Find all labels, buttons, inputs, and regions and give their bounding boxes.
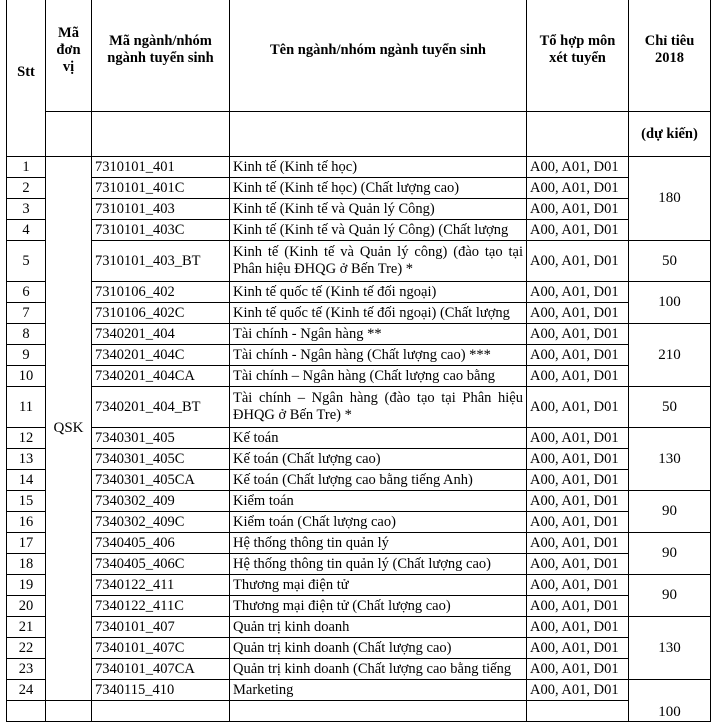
row-code: 7310106_402C bbox=[92, 303, 230, 324]
header-combo-blank bbox=[527, 112, 629, 157]
row-stt: 7 bbox=[7, 303, 46, 324]
quota-cell: 180 bbox=[629, 157, 711, 241]
row-code: 7340201_404 bbox=[92, 324, 230, 345]
row-code: 7340302_409C bbox=[92, 512, 230, 533]
row-name: Hệ thống thông tin quản lý bbox=[230, 533, 527, 554]
row-code: 7340115_410 bbox=[92, 680, 230, 701]
row-name: Thương mại điện tử bbox=[230, 575, 527, 596]
table-row bbox=[7, 554, 711, 575]
table-row bbox=[7, 428, 711, 449]
row-stt: 21 bbox=[7, 617, 46, 638]
header-code-blank bbox=[92, 112, 230, 157]
table-row bbox=[7, 366, 711, 387]
row-combo: A00, A01, D01 bbox=[527, 575, 629, 596]
row-combo: A00, A01, D01 bbox=[527, 638, 629, 659]
table-row bbox=[7, 241, 711, 282]
row-combo: A00, A01, D01 bbox=[527, 366, 629, 387]
row-combo: A00, A01, D01 bbox=[527, 428, 629, 449]
row-combo: A00, A01, D01 bbox=[527, 512, 629, 533]
row-stt: 14 bbox=[7, 470, 46, 491]
row-name: Kinh tế (Kinh tế và Quản lý công) (đào tạo tại Phân hiệu ĐHQG ở Bến Tre) * bbox=[230, 241, 527, 282]
row-combo: A00, A01, D01 bbox=[527, 533, 629, 554]
header-code: Mã ngành/nhóm ngành tuyển sinh bbox=[92, 0, 230, 112]
header-quota-note: (dự kiến) bbox=[629, 112, 711, 157]
row-stt: 8 bbox=[7, 324, 46, 345]
table-row bbox=[7, 449, 711, 470]
row-name: Tài chính – Ngân hàng (Chất lượng cao bằng bbox=[230, 366, 527, 387]
unit-code-cell: QSK bbox=[46, 157, 92, 701]
table-row bbox=[7, 345, 711, 366]
table-row bbox=[7, 220, 711, 241]
row-code: 7340201_404CA bbox=[92, 366, 230, 387]
header-name: Tên ngành/nhóm ngành tuyển sinh bbox=[230, 0, 527, 112]
table-row bbox=[7, 387, 711, 428]
row-stt: 10 bbox=[7, 366, 46, 387]
table-row bbox=[7, 680, 711, 701]
header-combo: Tổ hợp môn xét tuyển bbox=[527, 0, 629, 112]
header-subrow bbox=[7, 112, 711, 157]
row-code: 7340101_407C bbox=[92, 638, 230, 659]
row-name: Kinh tế (Kinh tế và Quản lý Công) (Chất lượng bbox=[230, 220, 527, 241]
row-combo: A00, A01, D01 bbox=[527, 241, 629, 282]
row-combo: A00, A01, D01 bbox=[527, 596, 629, 617]
row-stt: 23 bbox=[7, 659, 46, 680]
row-combo: A00, A01, D01 bbox=[527, 617, 629, 638]
row-code: 7340301_405 bbox=[92, 428, 230, 449]
header-name-blank bbox=[230, 112, 527, 157]
row-stt: 16 bbox=[7, 512, 46, 533]
table-row bbox=[7, 282, 711, 303]
table-row bbox=[7, 659, 711, 680]
row-code: 7310106_402 bbox=[92, 282, 230, 303]
row-combo: A00, A01, D01 bbox=[527, 282, 629, 303]
row-name: Kinh tế quốc tế (Kinh tế đối ngoại) (Chất lượng bbox=[230, 303, 527, 324]
row-name: Quản trị kinh doanh (Chất lượng cao bằng tiếng bbox=[230, 659, 527, 680]
row-stt: 18 bbox=[7, 554, 46, 575]
table-row bbox=[7, 199, 711, 220]
row-name: Hệ thống thông tin quản lý (Chất lượng cao) bbox=[230, 554, 527, 575]
row-name: Kinh tế quốc tế (Kinh tế đối ngoại) bbox=[230, 282, 527, 303]
row-combo: A00, A01, D01 bbox=[527, 449, 629, 470]
row-combo: A00, A01, D01 bbox=[527, 470, 629, 491]
quota-cell: 90 bbox=[629, 575, 711, 617]
row-name: Marketing bbox=[230, 680, 527, 701]
row-code: 7310101_401 bbox=[92, 157, 230, 178]
row-name: Kiểm toán (Chất lượng cao) bbox=[230, 512, 527, 533]
row-name: Kiểm toán bbox=[230, 491, 527, 512]
row-code: 7340122_411 bbox=[92, 575, 230, 596]
row-stt: 12 bbox=[7, 428, 46, 449]
header-stt: Stt bbox=[7, 0, 46, 157]
row-name: Kinh tế (Kinh tế học) bbox=[230, 157, 527, 178]
row-name: Kế toán bbox=[230, 428, 527, 449]
row-name: Kinh tế (Kinh tế và Quản lý Công) bbox=[230, 199, 527, 220]
table-row bbox=[7, 533, 711, 554]
table-row bbox=[7, 638, 711, 659]
row-code: 7340201_404_BT bbox=[92, 387, 230, 428]
table-row bbox=[7, 617, 711, 638]
row-name: Quản trị kinh doanh bbox=[230, 617, 527, 638]
table-row bbox=[7, 596, 711, 617]
quota-cell: 210 bbox=[629, 324, 711, 387]
row-name: Kế toán (Chất lượng cao bằng tiếng Anh) bbox=[230, 470, 527, 491]
table-row bbox=[7, 512, 711, 533]
quota-cell: 90 bbox=[629, 491, 711, 533]
row-combo: A00, A01, D01 bbox=[527, 345, 629, 366]
row-code: 7340122_411C bbox=[92, 596, 230, 617]
row-stt: 19 bbox=[7, 575, 46, 596]
row-code: 7340201_404C bbox=[92, 345, 230, 366]
row-code: 7340301_405CA bbox=[92, 470, 230, 491]
row-stt: 2 bbox=[7, 178, 46, 199]
row-combo: A00, A01, D01 bbox=[527, 554, 629, 575]
admissions-table bbox=[6, 0, 711, 722]
row-code: 7340301_405C bbox=[92, 449, 230, 470]
header-row bbox=[7, 0, 711, 112]
row-stt: 13 bbox=[7, 449, 46, 470]
quota-cell: 50 bbox=[629, 387, 711, 428]
row-code: 7310101_403C bbox=[92, 220, 230, 241]
row-combo: A00, A01, D01 bbox=[527, 387, 629, 428]
header-unit-blank bbox=[46, 112, 92, 157]
table-row bbox=[7, 575, 711, 596]
row-code: 7340405_406C bbox=[92, 554, 230, 575]
quota-cell: 100 bbox=[629, 680, 711, 722]
row-name: Tài chính - Ngân hàng ** bbox=[230, 324, 527, 345]
row-code: 7340101_407CA bbox=[92, 659, 230, 680]
row-name: Kinh tế (Kinh tế học) (Chất lượng cao) bbox=[230, 178, 527, 199]
row-code: 7310101_403_BT bbox=[92, 241, 230, 282]
table-row bbox=[7, 324, 711, 345]
row-stt: 20 bbox=[7, 596, 46, 617]
row-code: 7340101_407 bbox=[92, 617, 230, 638]
row-code: 7310101_403 bbox=[92, 199, 230, 220]
row-stt: 1 bbox=[7, 157, 46, 178]
row-combo: A00, A01, D01 bbox=[527, 178, 629, 199]
row-combo: A00, A01, D01 bbox=[527, 680, 629, 701]
row-stt: 22 bbox=[7, 638, 46, 659]
row-code: 7310101_401C bbox=[92, 178, 230, 199]
row-name: Kế toán (Chất lượng cao) bbox=[230, 449, 527, 470]
row-code: 7340302_409 bbox=[92, 491, 230, 512]
header-unit: Mã đơn vị bbox=[46, 0, 92, 112]
row-code: 7340405_406 bbox=[92, 533, 230, 554]
quota-cell: 130 bbox=[629, 617, 711, 680]
row-stt: 3 bbox=[7, 199, 46, 220]
row-stt: 15 bbox=[7, 491, 46, 512]
row-combo: A00, A01, D01 bbox=[527, 199, 629, 220]
quota-cell: 50 bbox=[629, 241, 711, 282]
table-row bbox=[7, 491, 711, 512]
table-row bbox=[7, 178, 711, 199]
row-combo: A00, A01, D01 bbox=[527, 303, 629, 324]
row-stt: 9 bbox=[7, 345, 46, 366]
row-name: Tài chính - Ngân hàng (Chất lượng cao) *** bbox=[230, 345, 527, 366]
row-name: Quản trị kinh doanh (Chất lượng cao) bbox=[230, 638, 527, 659]
row-stt: 5 bbox=[7, 241, 46, 282]
quota-cell: 130 bbox=[629, 428, 711, 491]
row-combo: A00, A01, D01 bbox=[527, 491, 629, 512]
row-combo: A00, A01, D01 bbox=[527, 659, 629, 680]
row-name: Thương mại điện tử (Chất lượng cao) bbox=[230, 596, 527, 617]
table-row bbox=[7, 303, 711, 324]
row-stt: 11 bbox=[7, 387, 46, 428]
row-combo: A00, A01, D01 bbox=[527, 157, 629, 178]
row-stt: 6 bbox=[7, 282, 46, 303]
header-quota: Chỉ tiêu 2018 bbox=[629, 0, 711, 112]
quota-cell: 90 bbox=[629, 533, 711, 575]
table-row bbox=[7, 157, 711, 178]
row-name: Tài chính – Ngân hàng (đào tạo tại Phân hiệu ĐHQG ở Bến Tre) * bbox=[230, 387, 527, 428]
table-row bbox=[7, 470, 711, 491]
row-stt: 4 bbox=[7, 220, 46, 241]
row-combo: A00, A01, D01 bbox=[527, 324, 629, 345]
row-stt: 17 bbox=[7, 533, 46, 554]
row-stt: 24 bbox=[7, 680, 46, 701]
quota-cell: 100 bbox=[629, 282, 711, 324]
row-combo: A00, A01, D01 bbox=[527, 220, 629, 241]
